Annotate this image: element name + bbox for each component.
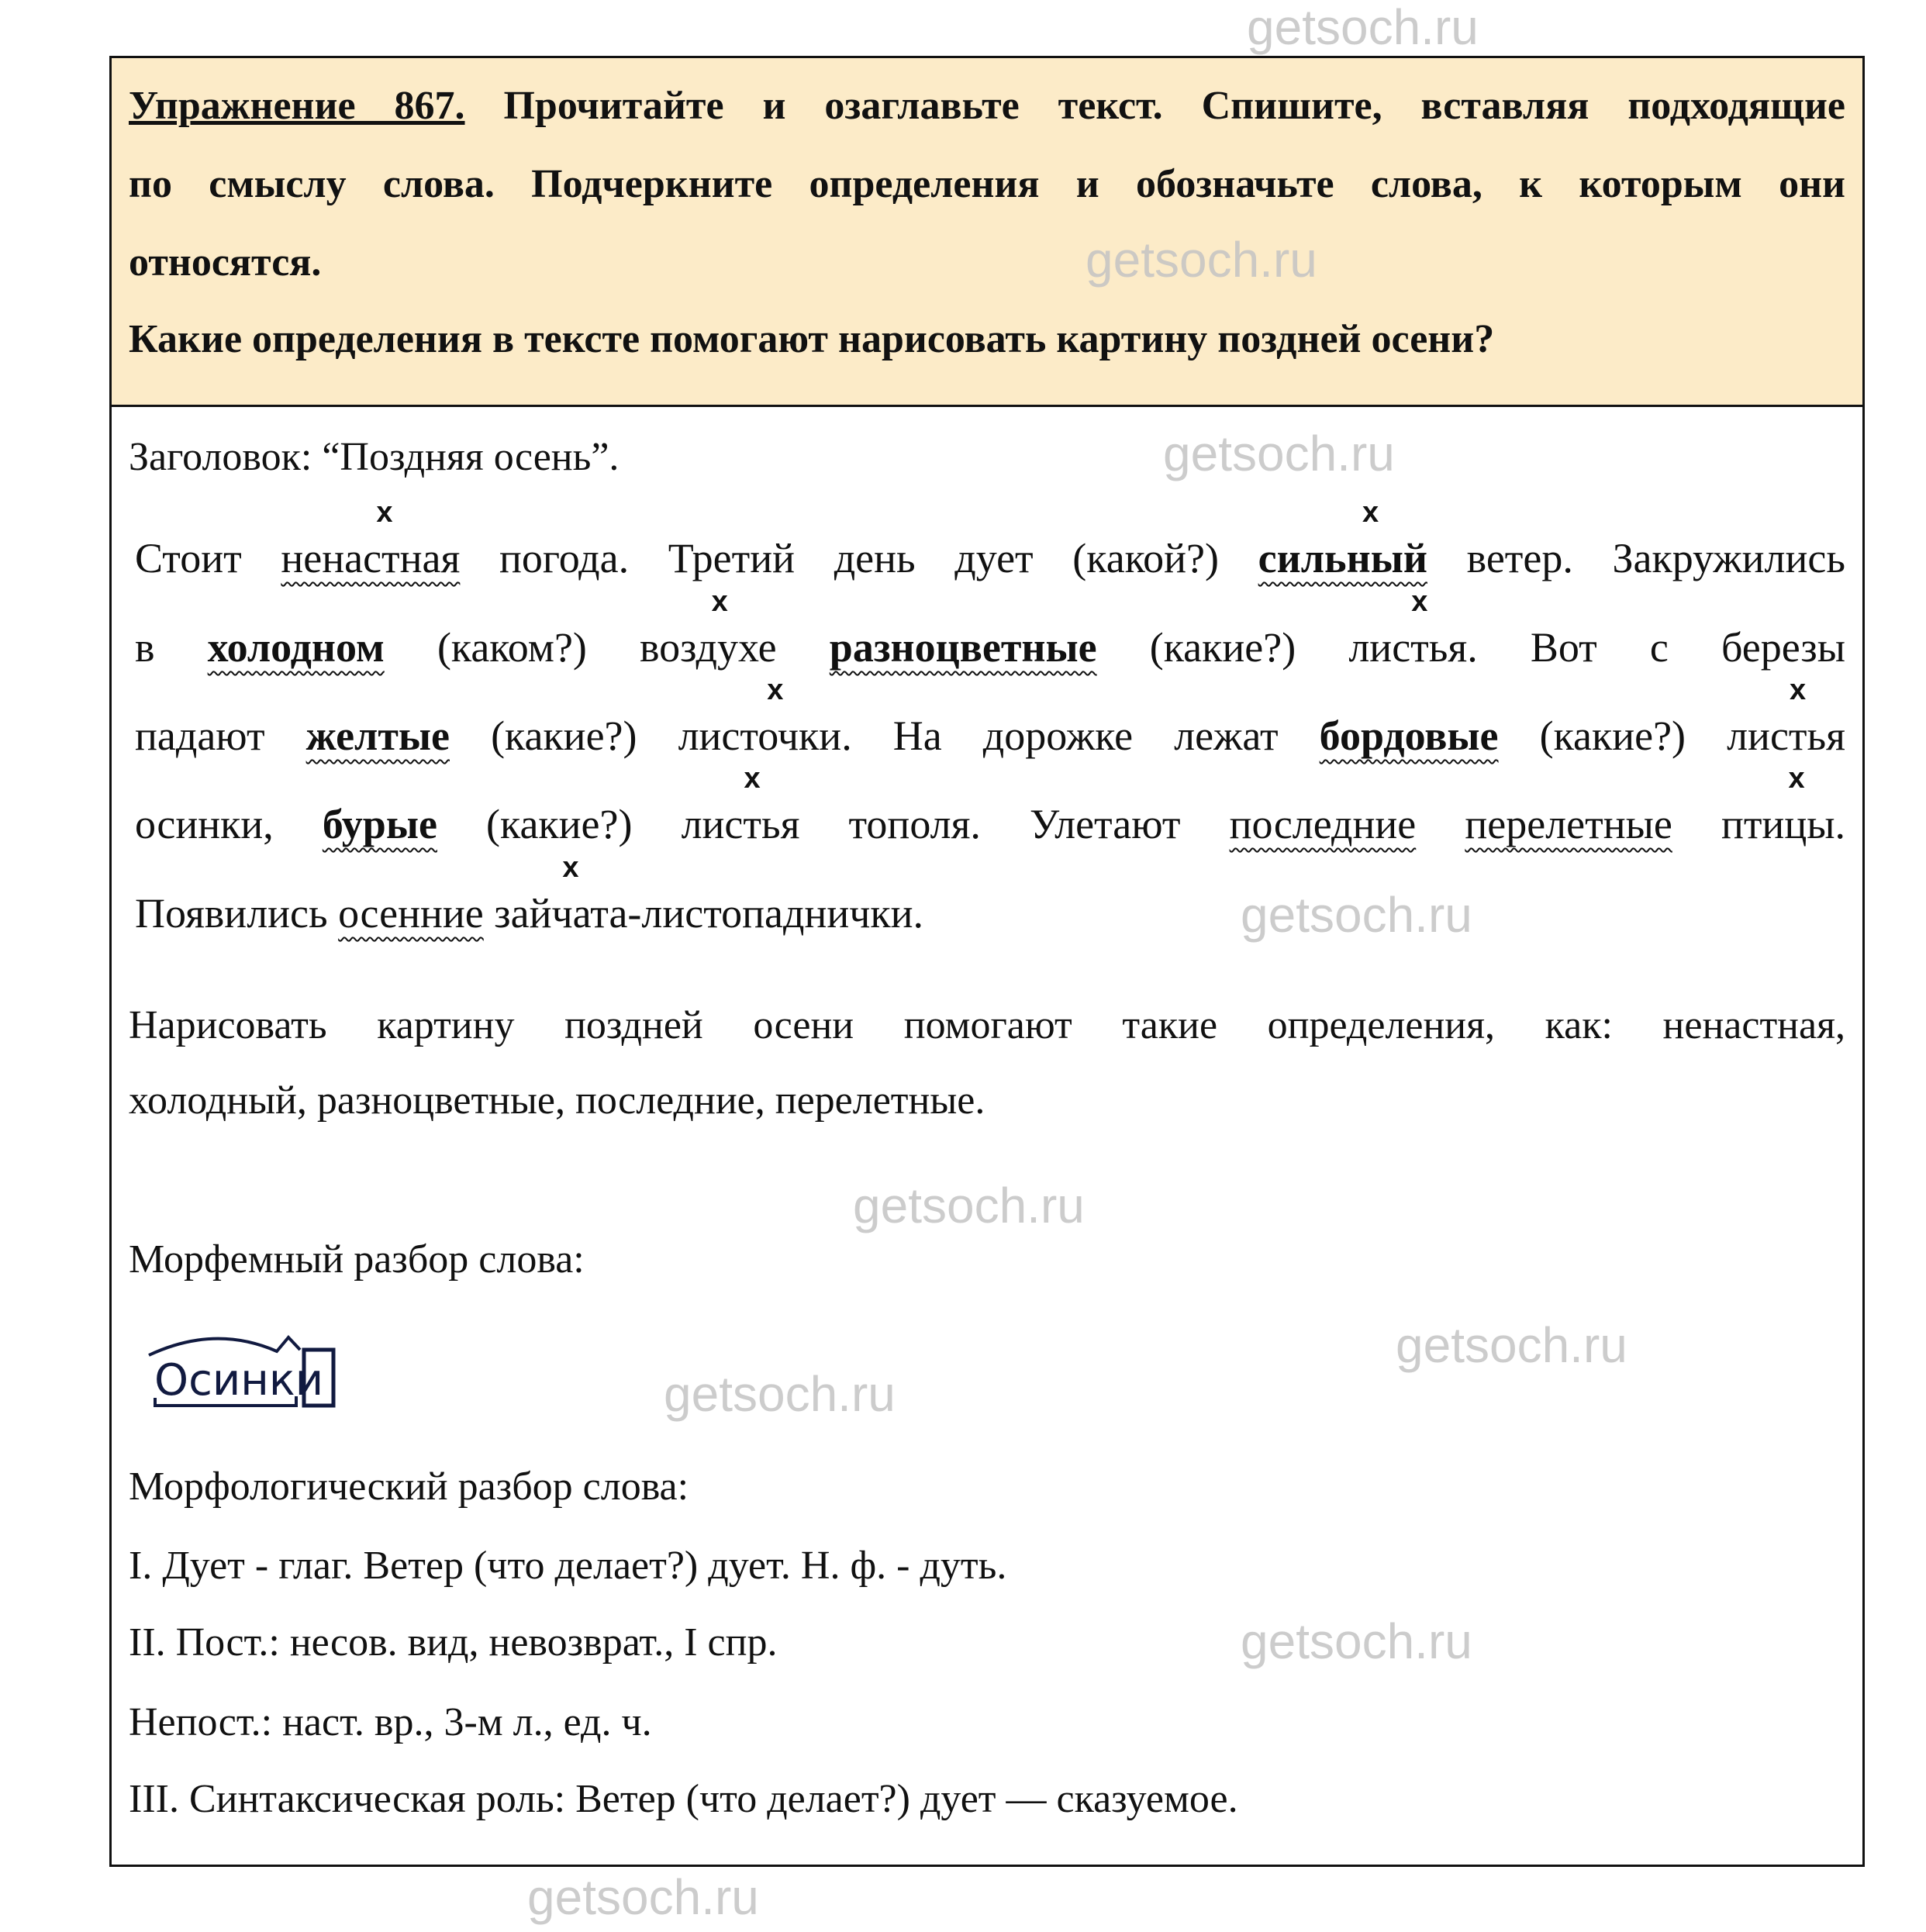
task-line-3: относятся.	[129, 240, 322, 285]
definition-word: бурые	[322, 801, 437, 847]
watermark: getsoch.ru	[853, 1178, 1085, 1233]
story-segment: падают	[135, 712, 306, 759]
noun-mark: x	[1790, 674, 1807, 706]
story-segment: листочки	[678, 712, 842, 759]
story-segment: ветер. Закружились	[1427, 535, 1845, 581]
story-segment: (каком?)	[384, 624, 640, 671]
noun-mark: x	[1362, 496, 1379, 529]
story-line	[135, 851, 1845, 937]
definition-word: ненастная	[281, 535, 461, 581]
noun-mark: x	[1788, 762, 1805, 795]
story-segment: листья	[681, 801, 800, 847]
definition-word: перелетные	[1465, 801, 1672, 847]
watermark: getsoch.ru	[1396, 1317, 1627, 1373]
story-line	[135, 762, 1846, 847]
watermark: getsoch.ru	[1247, 0, 1479, 55]
story-segment: (какие?)	[450, 712, 678, 759]
story-segment: листья	[1348, 624, 1468, 671]
story-segment: птицы	[1721, 801, 1835, 847]
story-segment: (какие?)	[1498, 712, 1728, 759]
morpheme-word: Осинки	[154, 1355, 324, 1406]
task-line-1	[129, 83, 1845, 129]
morpheme-marks-icon	[145, 1328, 343, 1417]
morph-line-4: III. Синтаксическая роль: Ветер (что делает?) дует — сказуемое.	[129, 1777, 1238, 1821]
morph-line-3: Непост.: наст. вр., 3-м л., ед. ч.	[129, 1700, 652, 1744]
story-segment: Появились	[135, 890, 339, 937]
story-segment: -листопаднички.	[627, 890, 924, 937]
story-segment: осинки,	[135, 801, 323, 847]
task-text: Прочитайте и озаглавьте текст. Спишите, вставляя подходящие	[464, 84, 1845, 128]
noun-mark: x	[767, 674, 784, 706]
definition-word: желтые	[305, 712, 450, 759]
story-segment	[1416, 801, 1465, 847]
definition-word: сильный	[1258, 535, 1427, 581]
story-line	[135, 674, 1845, 759]
watermark: getsoch.ru	[1241, 1613, 1472, 1669]
story-segment: погода. Третий день дует (какой?)	[460, 535, 1258, 581]
story-segment: . Вот с березы	[1467, 624, 1845, 671]
story-segment: (какие?)	[437, 801, 682, 847]
story-line	[135, 496, 1845, 581]
story-segment: листья	[1727, 712, 1845, 759]
answer-line-1: Нарисовать картину поздней осени помогают такие определения, как: ненастная,	[129, 1003, 1845, 1047]
story-segment	[1672, 801, 1721, 847]
task-question: Какие определения в тексте помогают нарисовать картину поздней осени?	[129, 317, 1495, 361]
definition-word: осенние	[338, 890, 484, 937]
exercise-card	[109, 56, 1865, 1867]
noun-mark: x	[562, 851, 579, 884]
title-line: Заголовок: “Поздняя осень”.	[129, 435, 620, 479]
watermark: getsoch.ru	[1163, 426, 1395, 481]
story-segment: Стоит	[135, 535, 281, 581]
definition-word: последние	[1229, 801, 1417, 847]
noun-mark: x	[1411, 585, 1428, 618]
definition-word: разноцветные	[829, 624, 1097, 671]
story-segment: воздухе	[640, 624, 777, 671]
watermark: getsoch.ru	[1086, 232, 1317, 288]
story-segment: зайчата	[494, 890, 628, 937]
story-segment: (какие?)	[1096, 624, 1349, 671]
exercise-number: Упражнение 867.	[129, 84, 465, 128]
morpheme-diagram	[145, 1328, 343, 1417]
story-segment: . На дорожке лежат	[841, 712, 1320, 759]
story-segment: .	[1835, 801, 1846, 847]
definition-word: холодном	[207, 624, 385, 671]
story-segment: в	[135, 624, 208, 671]
noun-mark: x	[744, 762, 761, 795]
morphological-label: Морфологический разбор слова:	[129, 1465, 689, 1509]
story-segment: тополя. Улетают	[799, 801, 1230, 847]
morph-line-2: II. Пост.: несов. вид, невозврат., I спр.	[129, 1620, 778, 1665]
task-line-2: по смыслу слова. Подчеркните определения и обозначьте слова, к которым они	[129, 162, 1845, 206]
answer-line-2: холодный, разноцветные, последние, перелетные.	[129, 1078, 985, 1123]
morphemic-label: Морфемный разбор слова:	[129, 1237, 585, 1282]
definition-word: бордовые	[1319, 712, 1499, 759]
noun-mark: x	[711, 585, 728, 618]
watermark: getsoch.ru	[1241, 887, 1472, 943]
story-segment	[777, 624, 830, 671]
watermark: getsoch.ru	[664, 1366, 896, 1422]
story-line	[135, 585, 1845, 671]
exercise-task	[112, 58, 1862, 407]
watermark: getsoch.ru	[527, 1869, 759, 1925]
morph-line-1: I. Дует - глаг. Ветер (что делает?) дует. Н. ф. - дуть.	[129, 1544, 1007, 1588]
story-segment	[484, 890, 495, 937]
noun-mark: x	[376, 496, 393, 529]
